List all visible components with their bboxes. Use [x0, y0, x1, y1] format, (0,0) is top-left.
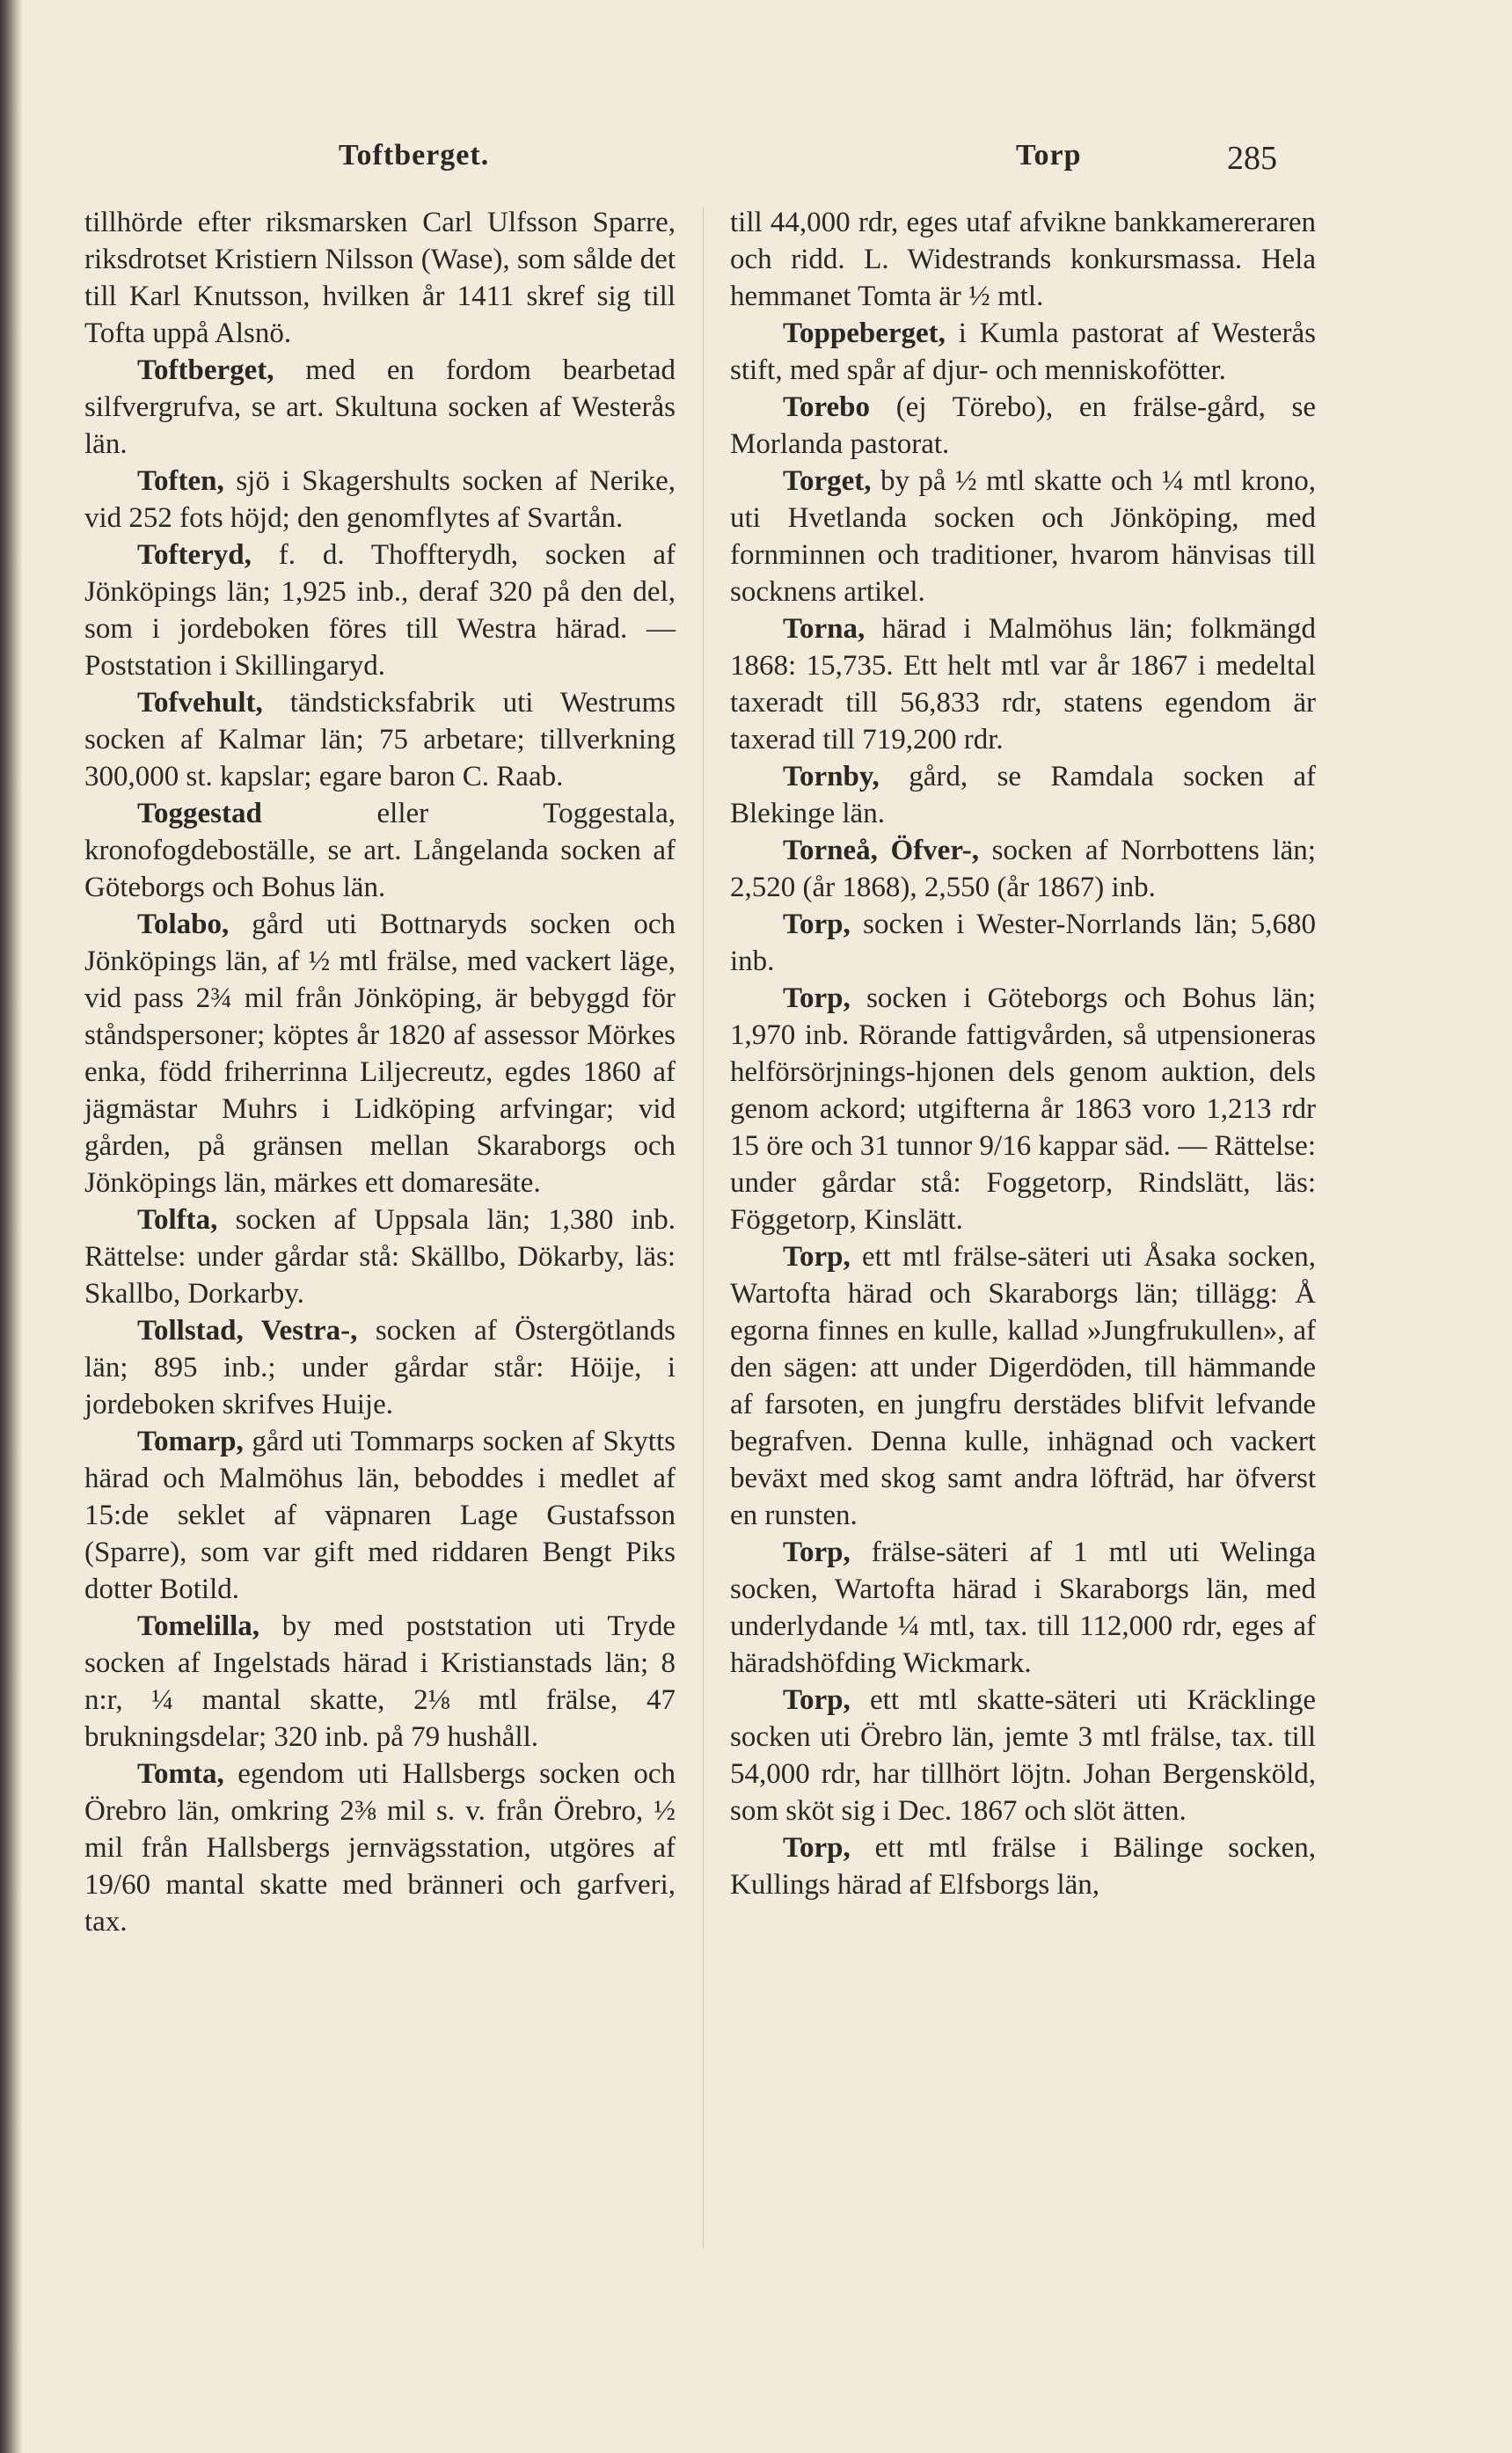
page-binding-edge	[0, 0, 23, 2453]
entry-headword: Toften,	[137, 465, 224, 497]
entry-text: by med poststation uti Tryde socken af Ingelstads härad i Kristianstads län; 8 n:r, ¼ mantal skatte, 2⅛ mtl frälse, 47 brukningsdelar; 320 inb. på 79 hushåll.	[84, 1610, 676, 1753]
dictionary-entry	[730, 463, 1316, 610]
entry-text: tillhörde efter riksmarsken Carl Ulfsson Sparre, riksdrotset Kristiern Nilsson (Wase), som sålde det till Karl Knutsson, hvilken år 1411 skref sig till Tofta uppå Alsnö.	[84, 207, 676, 349]
dictionary-entry	[84, 684, 676, 795]
dictionary-entry	[84, 795, 676, 906]
entry-text: socken af Norrbottens län; 2,520 (år 1868), 2,550 (år 1867) inb.	[730, 835, 1316, 903]
dictionary-entry	[730, 1534, 1316, 1682]
entry-headword: Tofteryd,	[137, 539, 252, 571]
entry-headword: Tolabo,	[137, 909, 230, 940]
entry-headword: Torneå, Öfver-,	[783, 835, 979, 866]
continued-entry	[84, 204, 676, 352]
dictionary-entry	[730, 1238, 1316, 1534]
entry-headword: Tofvehult,	[137, 687, 263, 719]
entry-headword: Torebo	[783, 391, 871, 423]
entry-headword: Tomarp,	[137, 1426, 244, 1457]
entry-text: i Kumla pastorat af Westerås stift, med spår af djur- och menniskofötter.	[730, 318, 1316, 386]
dictionary-entry	[730, 906, 1316, 980]
dictionary-entry	[730, 315, 1316, 389]
entry-text: sjö i Skagershults socken af Nerike, vid 252 fots höjd; den genomflytes af Svartån.	[84, 465, 676, 534]
dictionary-entry	[730, 610, 1316, 758]
column-divider	[703, 208, 704, 2248]
entry-text: egendom uti Hallsbergs socken och Örebro län, omkring 2⅜ mil s. v. från Örebro, ½ mil från Hallsbergs jernvägsstation, utgöres af 19/60 mantal skatte med bränneri och garfveri, tax.	[84, 1758, 676, 1938]
entry-text: ett mtl frälse-säteri uti Åsaka socken, Wartofta härad och Skaraborgs län; tillägg: Å egorna finnes en kulle, kallad »Jungfrukullen», af den sägen: att under Digerdöden, till hämmande af farsoten, en jungfru derstädes blifvit lefvande begrafven. Denna kulle, inhägnad och vackert beväxt med skog samt andra löfträd, har öfverst en runsten.	[730, 1241, 1316, 1531]
dictionary-entry	[84, 537, 676, 684]
running-header	[0, 139, 1512, 192]
entry-headword: Torp,	[783, 1241, 851, 1273]
entry-headword: Torp,	[783, 1832, 851, 1864]
entry-headword: Tollstad, Vestra-,	[137, 1315, 358, 1347]
running-head-right: Torp	[1016, 139, 1082, 172]
dictionary-entry	[84, 1201, 676, 1312]
dictionary-entry	[84, 1608, 676, 1756]
entry-text: by på ½ mtl skatte och ¼ mtl krono, uti Hvetlanda socken och Jönköping, med fornminnen och traditioner, hvarom hänvisas till socknens artikel.	[730, 465, 1316, 608]
dictionary-entry	[730, 758, 1316, 832]
entry-text: eller Toggestala, kronofogdeboställe, se art. Långelanda socken af Göteborgs och Bohus län.	[84, 798, 676, 903]
dictionary-entry	[84, 1756, 676, 1940]
dictionary-entry	[730, 1682, 1316, 1829]
dictionary-entry	[730, 389, 1316, 463]
entry-text: gård, se Ramdala socken af Blekinge län.	[730, 761, 1316, 829]
entry-text: gård uti Bottnaryds socken och Jönköpings län, af ½ mtl frälse, med vackert läge, vid pass 2¾ mil från Jönköping, är bebyggd för ståndspersoner; köptes år 1820 af assessor Mörkes enka, född friherrinna Liljecreutz, egdes 1860 af jägmästar Muhrs i Lidköping arfvingar; vid gården, på gränsen mellan Skaraborgs och Jönköpings län, märkes ett domaresäte.	[84, 909, 676, 1199]
entry-text: gård uti Tommarps socken af Skytts härad och Malmöhus län, beboddes i medlet af 15:de seklet af väpnaren Lage Gustafsson (Sparre), som var gift med riddaren Bengt Piks dotter Botild.	[84, 1426, 676, 1605]
dictionary-entry	[84, 906, 676, 1201]
entry-text: f. d. Thoffterydh, socken af Jönköpings län; 1,925 inb., deraf 320 på den del, som i jordeboken föres till Westra härad. — Poststation i Skillingaryd.	[84, 539, 676, 682]
entry-text: socken af Uppsala län; 1,380 inb. Rättelse: under gårdar stå: Skällbo, Dökarby, läs: Skallbo, Dorkarby.	[84, 1204, 676, 1310]
entry-headword: Tomta,	[137, 1758, 224, 1790]
entry-headword: Torp,	[783, 1537, 851, 1568]
entry-headword: Torp,	[783, 909, 851, 940]
entry-text: socken i Göteborgs och Bohus län; 1,970 inb. Rörande fattigvården, så utpensioneras helförsörjnings-hjonen dels genom auktion, dels genom ackord; utgifterna år 1863 voro 1,213 rdr 15 öre och 31 tunnor 9/16 kappar säd. — Rättelse: under gårdar stå: Foggetorp, Rindslätt, läs: Föggetorp, Kinslätt.	[730, 982, 1316, 1236]
entry-headword: Torna,	[783, 613, 866, 645]
dictionary-entry	[730, 980, 1316, 1238]
continued-entry	[730, 204, 1316, 315]
entry-text: ett mtl frälse i Bälinge socken, Kullings härad af Elfsborgs län,	[730, 1832, 1316, 1901]
dictionary-entry	[84, 352, 676, 463]
entry-headword: Toppeberget,	[783, 318, 946, 349]
dictionary-entry	[730, 832, 1316, 906]
entry-headword: Torp,	[783, 982, 851, 1014]
entry-text: ett mtl skatte-säteri uti Kräcklinge socken uti Örebro län, jemte 3 mtl frälse, tax. till 54,000 rdr, har tillhört löjtn. Johan Bergensköld, som sköt sig i Dec. 1867 och slöt ätten.	[730, 1684, 1316, 1827]
dictionary-entry	[84, 1423, 676, 1608]
page-number: 285	[1227, 140, 1277, 177]
running-head-left: Toftberget.	[339, 139, 490, 172]
entry-headword: Tomelilla,	[137, 1610, 260, 1642]
entry-text: med en fordom bearbetad silfvergrufva, se art. Skultuna socken af Westerås län.	[84, 354, 676, 460]
entry-text: socken i Wester-Norrlands län; 5,680 inb.	[730, 909, 1316, 977]
dictionary-entry	[730, 1829, 1316, 1903]
entry-headword: Torp,	[783, 1684, 851, 1716]
entry-text: socken af Östergötlands län; 895 inb.; under gårdar står: Höije, i jordeboken skrifves Huije.	[84, 1315, 676, 1420]
entry-headword: Torget,	[783, 465, 872, 497]
entry-headword: Tolfta,	[137, 1204, 218, 1236]
left-column	[84, 204, 676, 1940]
entry-text: (ej Törebo), en frälse-gård, se Morlanda pastorat.	[730, 391, 1316, 460]
entry-text: frälse-säteri af 1 mtl uti Welinga socken, Wartofta härad i Skaraborgs län, med underlydande ¼ mtl, tax. till 112,000 rdr, eges af häradshöfding Wickmark.	[730, 1537, 1316, 1679]
entry-headword: Toggestad	[137, 798, 262, 829]
entry-headword: Tornby,	[783, 761, 880, 792]
entry-text: tändsticksfabrik uti Westrums socken af Kalmar län; 75 arbetare; tillverkning 300,000 st. kapslar; egare baron C. Raab.	[84, 687, 676, 792]
right-column	[730, 204, 1316, 1903]
dictionary-entry	[84, 1312, 676, 1423]
entry-headword: Toftberget,	[137, 354, 274, 386]
entry-text: till 44,000 rdr, eges utaf afvikne bankkamereraren och ridd. L. Widestrands konkursmassa. Hela hemmanet Tomta är ½ mtl.	[730, 207, 1316, 312]
dictionary-entry	[84, 463, 676, 537]
entry-text: härad i Malmöhus län; folkmängd 1868: 15,735. Ett helt mtl var år 1867 i medeltal taxeradt till 56,833 rdr, statens egendom är taxerad till 719,200 rdr.	[730, 613, 1316, 756]
